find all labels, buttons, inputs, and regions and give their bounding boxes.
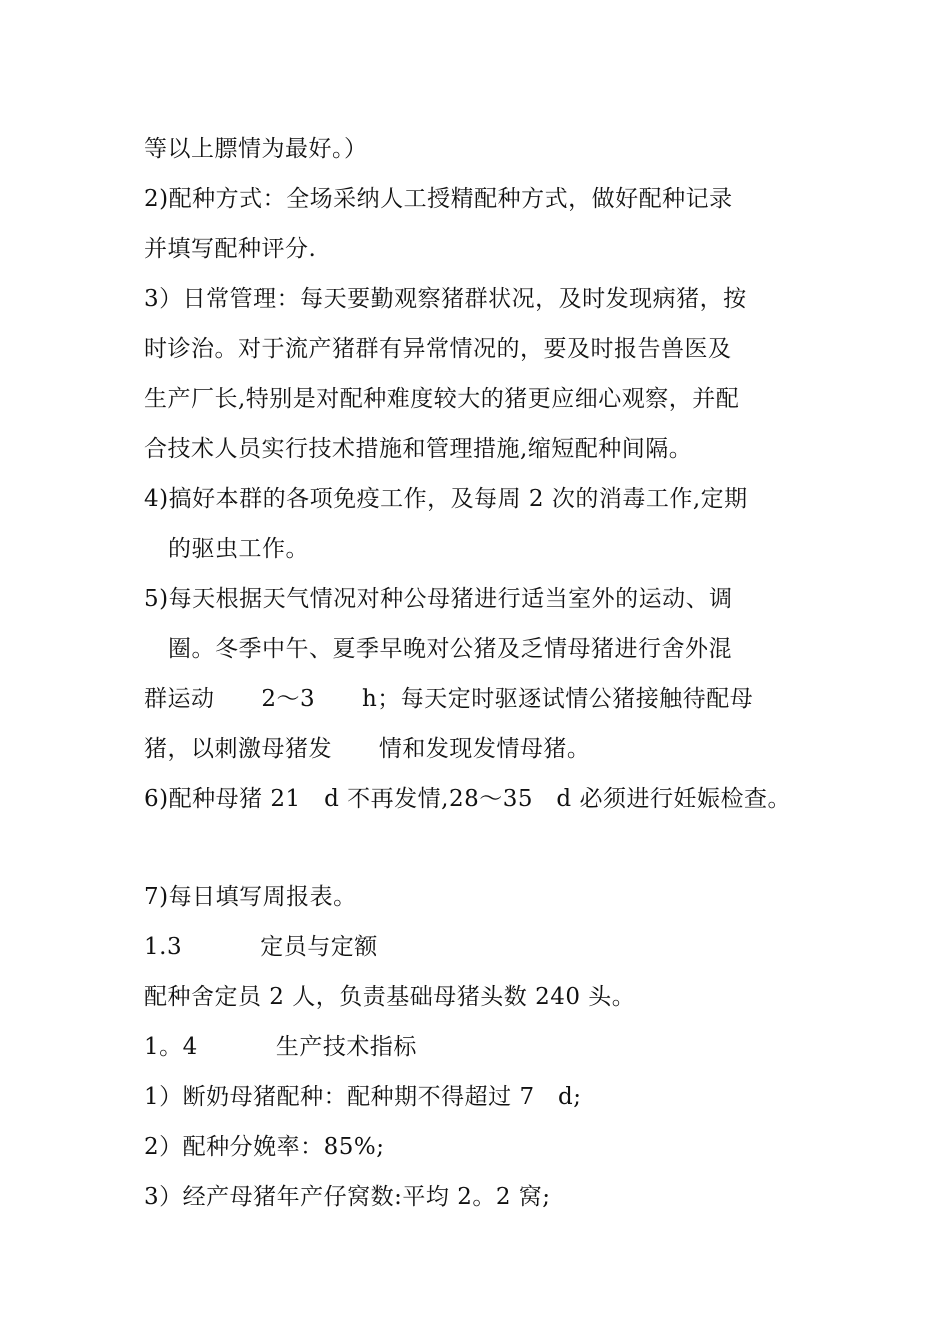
text-line: 圈。冬季中午、夏季早晚对公猪及乏情母猪进行舍外混	[168, 636, 732, 662]
text-line: 猪，以刺激母猪发 情和发现发情母猪。	[144, 736, 591, 762]
text-line: 2)配种方式：全场采纳人工授精配种方式，做好配种记录	[144, 186, 733, 212]
text-line: 3）日常管理：每天要勤观察猪群状况，及时发现病猪，按	[144, 286, 747, 312]
text-line: 7)每日填写周报表。	[144, 884, 357, 910]
text-line: 并填写配种评分.	[144, 236, 317, 262]
text-line: 4)搞好本群的各项免疫工作，及每周 2 次的消毒工作,定期	[144, 486, 748, 512]
text-line: 2）配种分娩率：85%;	[144, 1134, 385, 1160]
text-line: 生产厂长,特别是对配种难度较大的猪更应细心观察，并配	[144, 386, 740, 412]
text-line: 群运动 2～3 h；每天定时驱逐试情公猪接触待配母	[144, 686, 754, 712]
text-line: 5)每天根据天气情况对种公母猪进行适当室外的运动、调	[144, 586, 733, 612]
text-line: 的驱虫工作。	[168, 536, 309, 562]
text-line: 配种舍定员 2 人，负责基础母猪头数 240 头。	[144, 984, 636, 1010]
text-line: 等以上膘情为最好。）	[144, 136, 368, 162]
text-line: 合技术人员实行技术措施和管理措施,缩短配种间隔。	[144, 436, 693, 462]
text-line: 时诊治。对于流产猪群有异常情况的，要及时报告兽医及	[144, 336, 732, 362]
section-heading: 1。4 生产技术指标	[144, 1034, 417, 1060]
section-heading: 1.3 定员与定额	[144, 934, 378, 960]
text-line: 1）断奶母猪配种：配种期不得超过 7 d;	[144, 1084, 582, 1110]
text-line: 3）经产母猪年产仔窝数:平均 2。2 窝;	[144, 1184, 551, 1210]
text-line: 6)配种母猪 21 d 不再发情,28～35 d 必须进行妊娠检查。	[144, 786, 791, 812]
